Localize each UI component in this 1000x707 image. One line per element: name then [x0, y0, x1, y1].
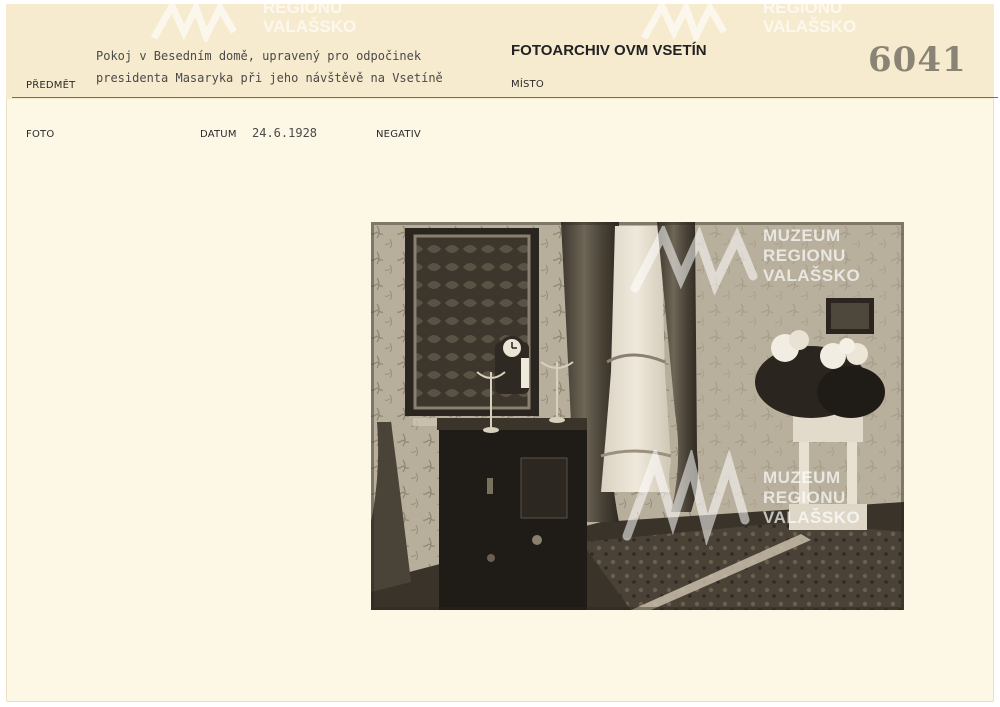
- watermark-logo-photo-bottom: [621, 450, 751, 545]
- archive-name: FOTOARCHIV OVM VSETÍN: [511, 42, 707, 59]
- inventory-number: 6041: [868, 40, 967, 80]
- header-divider: [12, 97, 998, 98]
- watermark-text-top-right: REGIONU VALAŠSKO: [763, 0, 857, 36]
- subject-line-2: presidenta Masaryka při jeho návštěvě na Vsetíně: [96, 71, 443, 85]
- photo-label: FOTO: [26, 129, 55, 140]
- watermark-text-top-left: REGIONU VALAŠSKO: [263, 0, 357, 36]
- room-photograph: [371, 222, 904, 610]
- watermark-logo-top-left: [150, 2, 260, 42]
- watermark-logo-top-right: [640, 2, 750, 42]
- place-label: MÍSTO: [511, 79, 544, 90]
- subject-line-1: Pokoj v Besedním domě, upravený pro odpočinek: [96, 49, 422, 63]
- date-value: 24.6.1928: [252, 126, 318, 140]
- negative-label: NEGATIV: [376, 129, 421, 140]
- watermark-text-photo-bottom: MUZEUM REGIONU VALAŠSKO: [763, 468, 861, 527]
- subject-label: PŘEDMĚT: [26, 80, 76, 91]
- watermark-text-photo-top: MUZEUM REGIONU VALAŠSKO: [763, 226, 861, 285]
- date-label: DATUM: [200, 129, 237, 140]
- watermark-logo-photo-top: [629, 226, 759, 296]
